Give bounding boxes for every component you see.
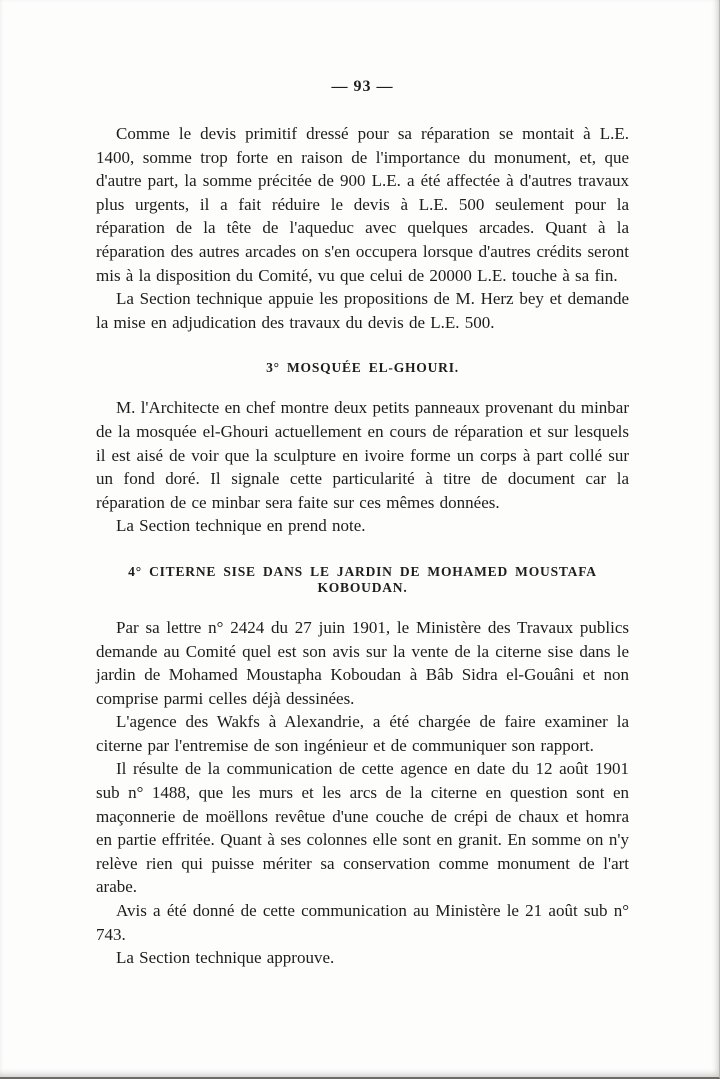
- paragraph-devis-reparation: Comme le devis primitif dressé pour sa réparation se montait à L.E. 1400, somme trop forte en raison de l'importance du monument, et, que d'autre part, la somme précitée de 900 L.E. a été affectée à d'autres travaux plus urgents, il a fait réduire le devis à L.E. 500 seulement pour la réparation de la tête de l'aqueduc avec quelques arcades. Quant à la réparation des autres arcades on s'en occupera lorsque d'autres crédits seront mis à la disposition du Comité, vu que celui de 20000 L.E. touche à sa fin.: [96, 124, 629, 285]
- section-heading-mosquee-el-ghouri: 3° MOSQUÉE EL-GHOURI.: [266, 360, 459, 376]
- paragraph-section-technique-note: La Section technique en prend note.: [116, 516, 366, 536]
- paragraph-lettre-ministere: Par sa lettre n° 2424 du 27 juin 1901, le Ministère des Travaux publics demande au Comité quel est son avis sur la vente de la citerne sise dans le jardin de Mohamed Moustapha Koboudan à Bâb Sidra el-Gouâni et non comprise parmi celles déjà dessinées.: [96, 617, 629, 708]
- paragraph-avis-donne: Avis a été donné de cette communication au Ministère le 21 août sub n° 743.: [96, 901, 629, 944]
- paragraph-section-technique-appuie: La Section technique appuie les propositions de M. Herz bey et demande la mise en adjudication des travaux du devis de L.E. 500.: [96, 289, 629, 332]
- paragraph-agence-wakfs: L'agence des Wakfs à Alexandrie, a été chargée de faire examiner la citerne par l'entremise de son ingénieur et de communiquer son rapport.: [96, 712, 629, 755]
- paragraph-resultat-communication: Il résulte de la communication de cette agence en date du 12 août 1901 sub n° 1488, que les murs et les arcs de la citerne en question sont en maçonnerie de moëllons revêtue d'une couche de crépi de chaux et homra en partie effritée. Quant à ses colonnes elle sont en granit. En somme on n'y relève rien qui puisse mériter sa conservation comme monument de l'art arabe.: [96, 759, 629, 897]
- page-number: — 93 —: [331, 78, 394, 95]
- paragraph-section-technique-approuve: La Section technique approuve.: [116, 948, 335, 968]
- section-heading-citerne-koboudan: 4° CITERNE SISE DANS LE JARDIN DE MOHAMED MOUSTAFA KOBOUDAN.: [128, 563, 597, 595]
- paragraph-architecte-panneaux: M. l'Architecte en chef montre deux petits panneaux provenant du minbar de la mosquée el-Ghouri actuellement en cours de réparation et sur lesquels il est aisé de voir que la sculpture en ivoire forme un corps à part collé sur un fond doré. Il signale cette particularité à titre de document car la réparation de ce minbar sera faite sur ces mêmes données.: [96, 398, 629, 512]
